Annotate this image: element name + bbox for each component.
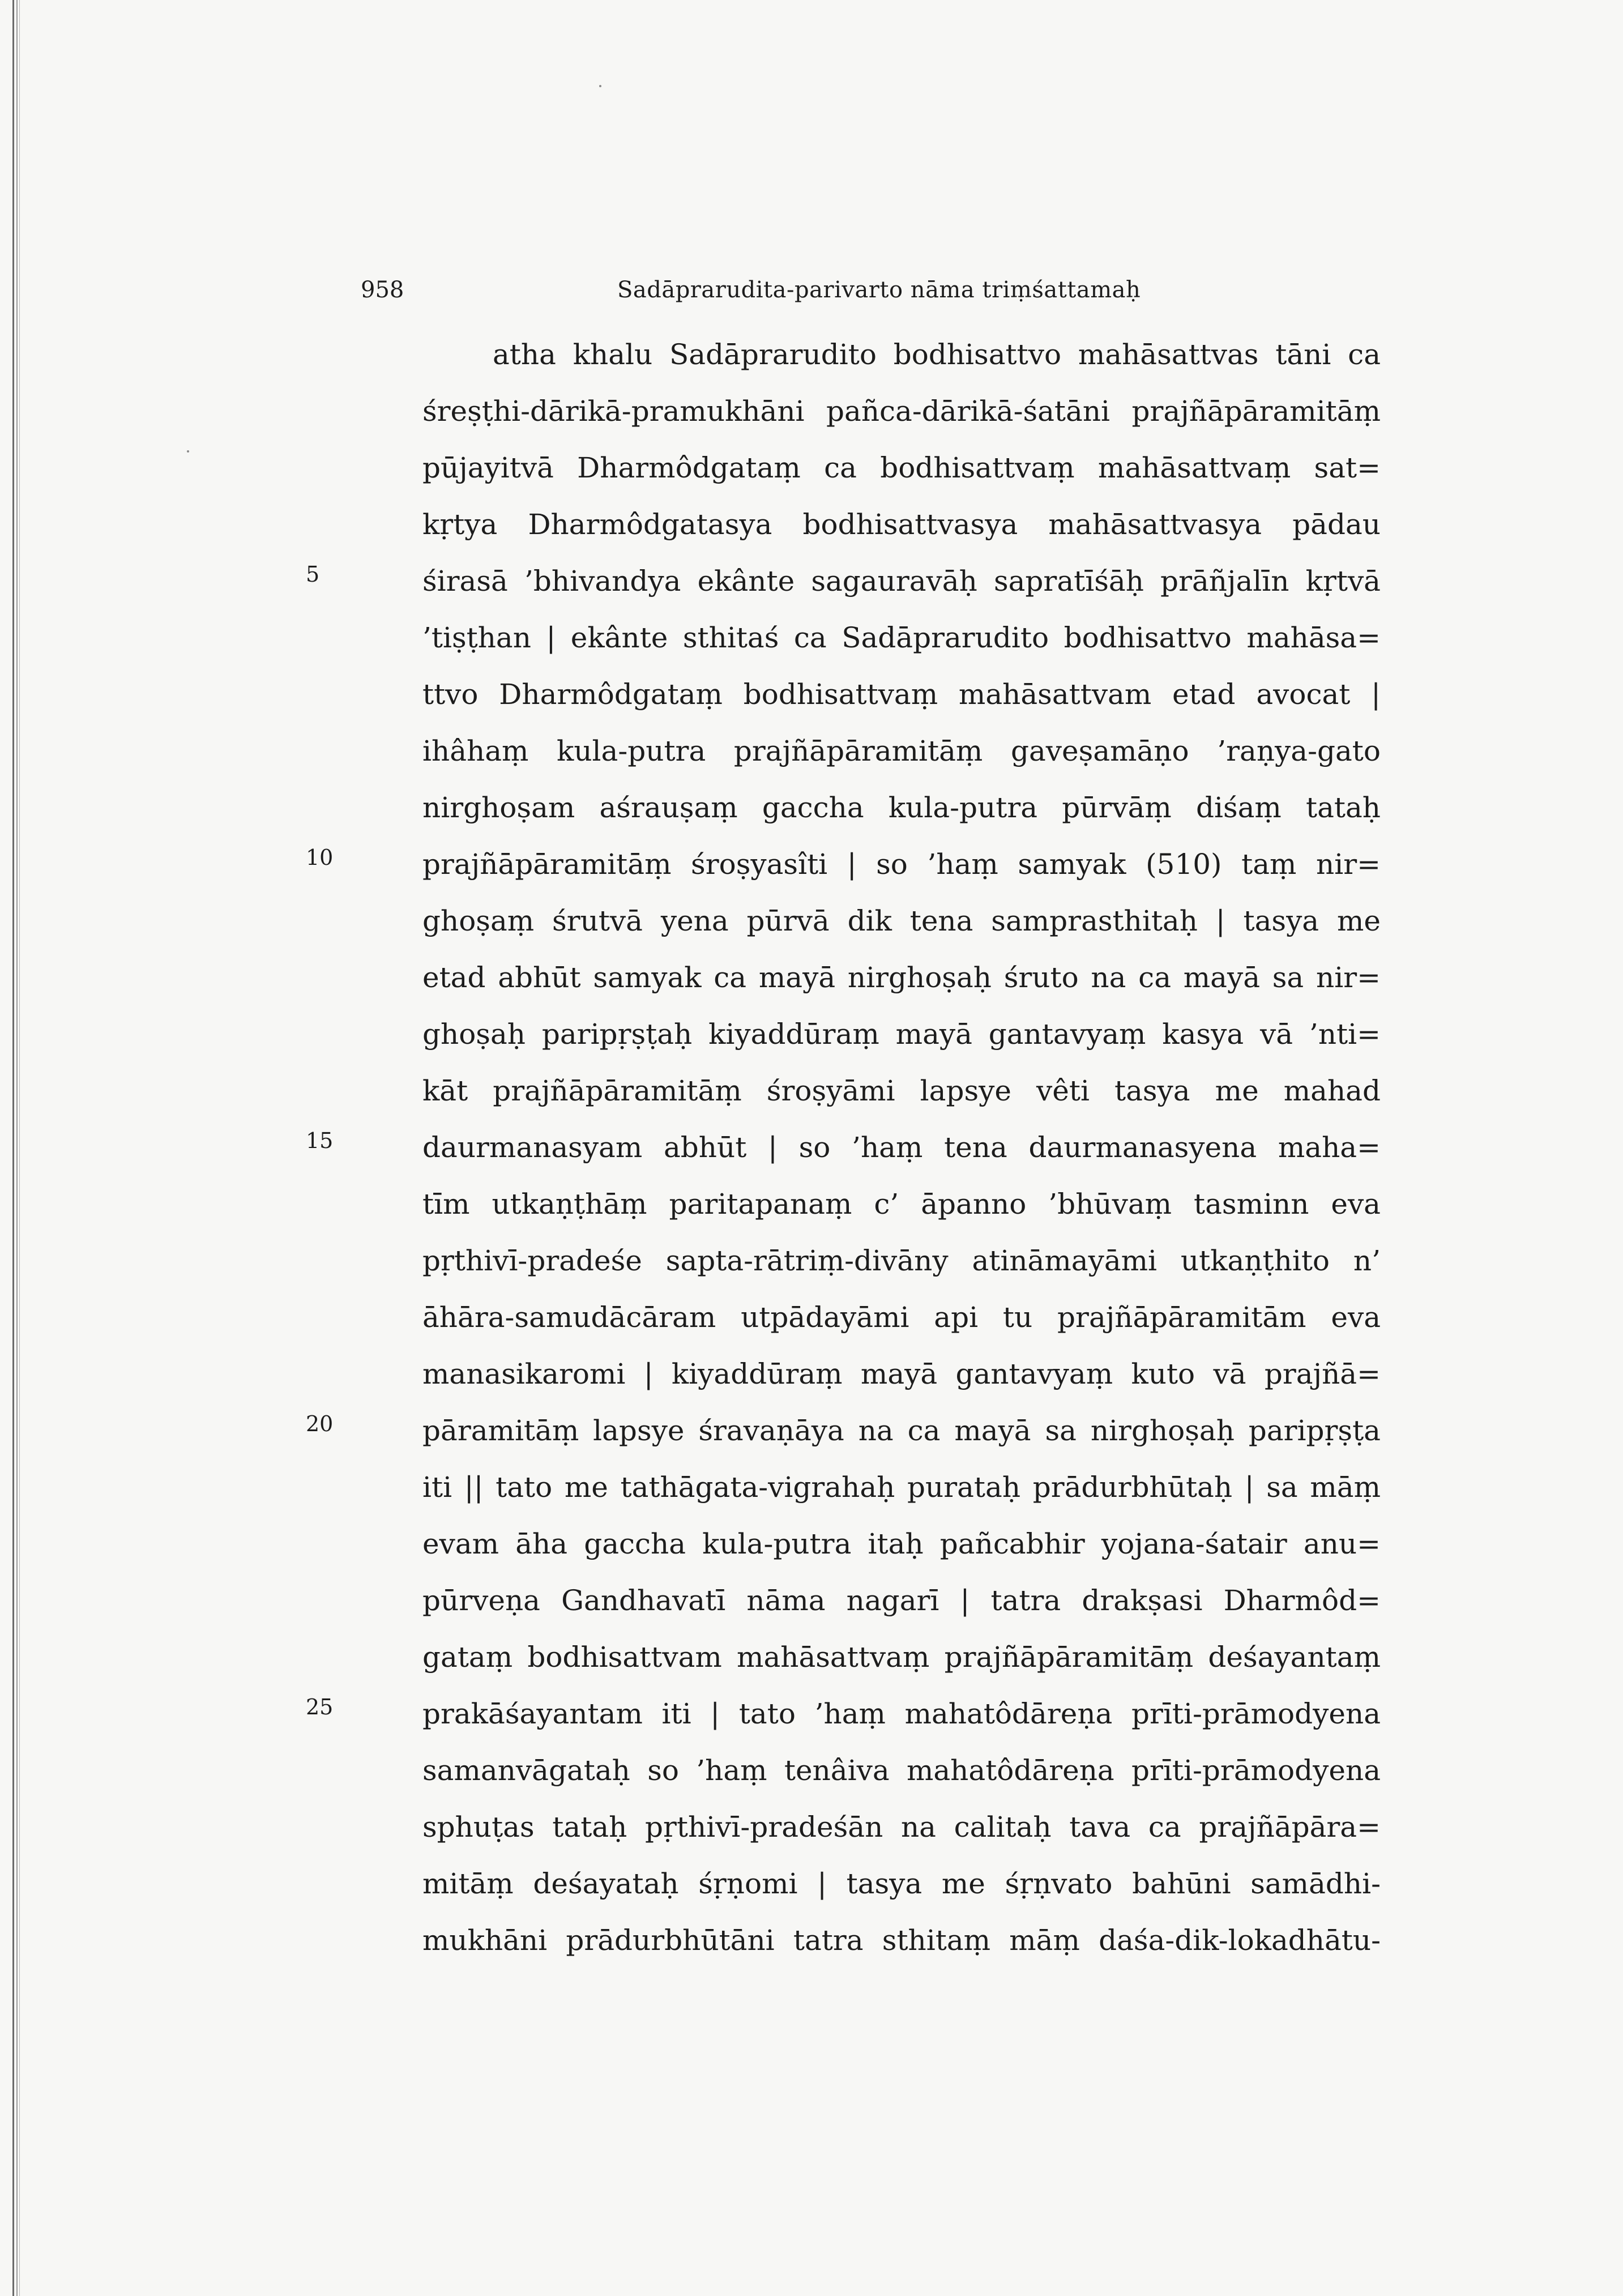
text-line: ihâhaṃ kula-putra prajñāpāramitāṃ gaveṣamāṇo ’raṇya-gato xyxy=(422,735,1381,767)
text-line: śreṣṭhi-dārikā-pramukhāni pañca-dārikā-śatāni prajñāpāramitāṃ xyxy=(422,395,1381,428)
page-number: 958 xyxy=(361,277,404,303)
text-line: prakāśayantam iti | tato ’haṃ mahatôdāreṇa prīti-prāmodyena xyxy=(422,1697,1381,1730)
main-text xyxy=(422,326,1381,1969)
text-line: pūrveṇa Gandhavatī nāma nagarī | tatra drakṣasi Dharmôd= xyxy=(422,1584,1381,1617)
text-line: pūjayitvā Dharmôdgataṃ ca bodhisattvaṃ mahāsattvaṃ sat= xyxy=(422,451,1381,484)
text-line: ghoṣaḥ paripṛṣṭaḥ kiyaddūraṃ mayā gantavyaṃ kasya vā ’nti= xyxy=(422,1018,1381,1051)
text-line: pṛthivī-pradeśe sapta-rātriṃ-divāny atināmayāmi utkaṇṭhito n’ xyxy=(422,1244,1381,1277)
running-title: Sadāprarudita-parivarto nāma triṃśattamaḥ xyxy=(617,277,1141,303)
text-line: atha khalu Sadāprarudito bodhisattvo mahāsattvas tāni ca xyxy=(493,338,1381,371)
text-line: kāt prajñāpāramitāṃ śroṣyāmi lapsye vêti tasya me mahad xyxy=(422,1074,1381,1107)
page-speck xyxy=(187,450,189,453)
text-line: śirasā ’bhivandya ekânte sagauravāḥ sapratīśāḥ prāñjalīn kṛtvā xyxy=(422,565,1381,598)
line-number: 20 xyxy=(306,1411,334,1436)
text-line: gataṃ bodhisattvam mahāsattvaṃ prajñāpāramitāṃ deśayantaṃ xyxy=(422,1641,1381,1674)
text-line: kṛtya Dharmôdgatasya bodhisattvasya mahāsattvasya pādau xyxy=(422,508,1381,541)
text-line: evam āha gaccha kula-putra itaḥ pañcabhir yojana-śatair anu= xyxy=(422,1527,1381,1560)
line-number: 15 xyxy=(306,1128,334,1153)
line-number-margin xyxy=(294,0,362,2296)
line-number: 25 xyxy=(306,1695,334,1719)
text-line: ghoṣaṃ śrutvā yena pūrvā dik tena samprasthitaḥ | tasya me xyxy=(422,904,1381,937)
text-line: samanvāgataḥ so ’haṃ tenâiva mahatôdāreṇa prīti-prāmodyena xyxy=(422,1754,1381,1787)
text-line: tīm utkaṇṭhāṃ paritapanaṃ c’ āpanno ’bhūvaṃ tasminn eva xyxy=(422,1188,1381,1220)
page-speck xyxy=(599,85,601,87)
text-line: prajñāpāramitāṃ śroṣyasîti | so ’haṃ samyak (510) taṃ nir= xyxy=(422,848,1381,881)
text-line: āhāra-samudācāram utpādayāmi api tu prajñāpāramitām eva xyxy=(422,1301,1381,1334)
page-binding-edge xyxy=(12,0,22,2296)
text-line: etad abhūt samyak ca mayā nirghoṣaḥ śruto na ca mayā sa nir= xyxy=(422,961,1381,994)
text-line: pāramitāṃ lapsye śravaṇāya na ca mayā sa nirghoṣaḥ paripṛṣṭa xyxy=(422,1414,1381,1447)
text-line: nirghoṣam aśrauṣaṃ gaccha kula-putra pūrvāṃ diśaṃ tataḥ xyxy=(422,791,1381,824)
text-line: sphuṭas tataḥ pṛthivī-pradeśān na calitaḥ tava ca prajñāpāra= xyxy=(422,1811,1381,1843)
text-line: iti || tato me tathāgata-vigrahaḥ purataḥ prādurbhūtaḥ | sa māṃ xyxy=(422,1471,1381,1504)
text-line: ttvo Dharmôdgataṃ bodhisattvaṃ mahāsattvam etad avocat | xyxy=(422,678,1381,711)
text-line: manasikaromi | kiyaddūraṃ mayā gantavyaṃ kuto vā prajñā= xyxy=(422,1358,1381,1390)
text-line: mukhāni prādurbhūtāni tatra sthitaṃ māṃ daśa-dik-lokadhātu- xyxy=(422,1924,1381,1957)
text-line: ’tiṣṭhan | ekânte sthitaś ca Sadāprarudito bodhisattvo mahāsa= xyxy=(422,621,1381,654)
text-line: daurmanasyam abhūt | so ’haṃ tena daurmanasyena maha= xyxy=(422,1131,1381,1164)
line-number: 5 xyxy=(306,562,320,587)
text-line: mitāṃ deśayataḥ śṛṇomi | tasya me śṛṇvato bahūni samādhi- xyxy=(422,1867,1381,1900)
line-number: 10 xyxy=(306,845,334,870)
